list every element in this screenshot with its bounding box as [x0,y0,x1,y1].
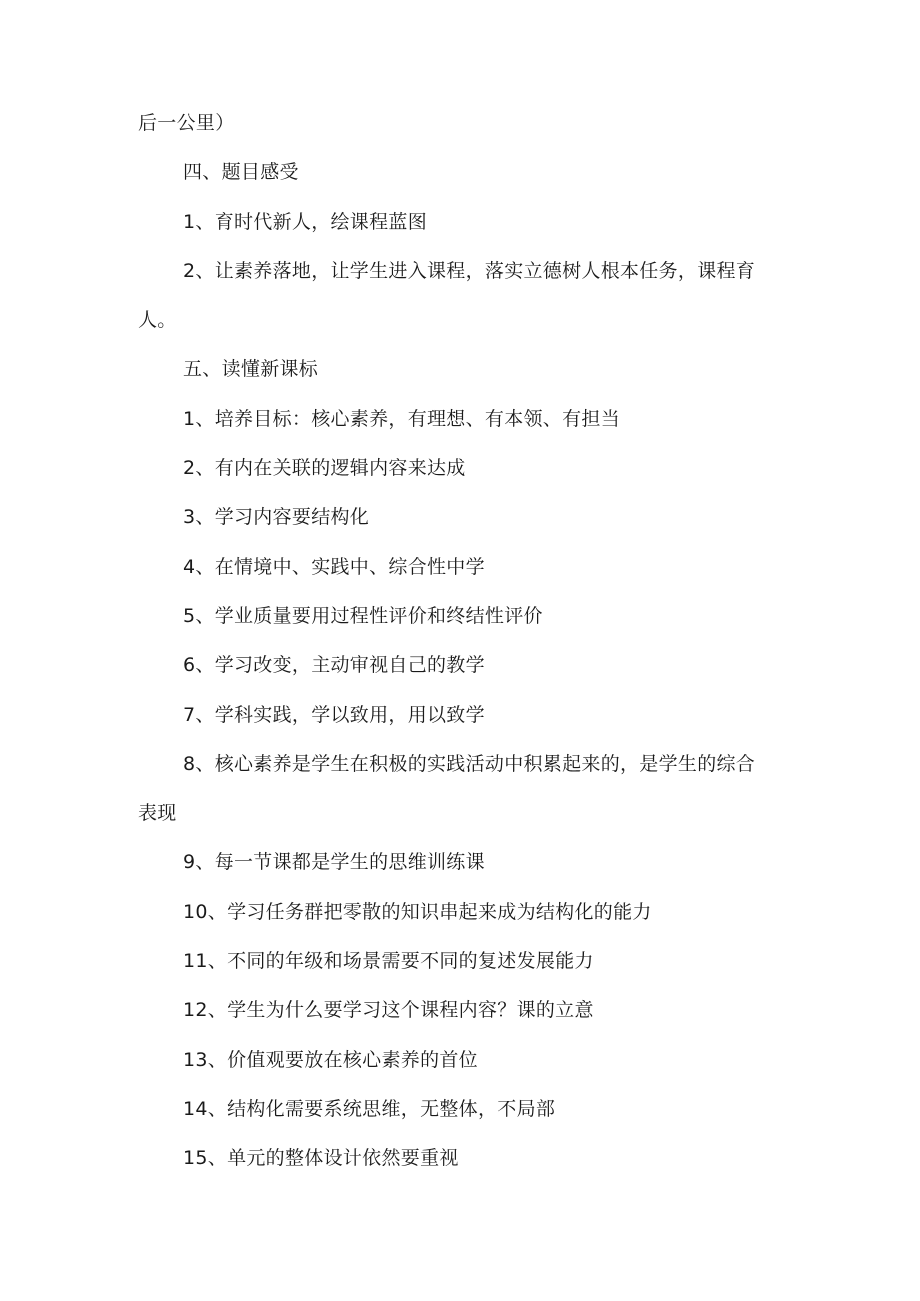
list-item: 5、学业质量要用过程性评价和终结性评价 [183,604,543,627]
list-item: 7、学科实践，学以致用，用以致学 [183,703,485,726]
list-item: 11、不同的年级和场景需要不同的复述发展能力 [183,950,594,973]
list-item-continuation: 人。 [138,309,177,332]
list-item: 14、结构化需要系统思维，无整体，不局部 [183,1097,556,1120]
list-item: 9、每一节课都是学生的思维训练课 [183,851,485,874]
list-item: 4、在情境中、实践中、综合性中学 [183,555,485,578]
section-heading-5: 五、读懂新课标 [183,358,319,381]
list-item: 2、有内在关联的逻辑内容来达成 [183,457,466,480]
section-heading-4: 四、题目感受 [183,161,299,184]
list-item: 8、核心素养是学生在积极的实践活动中积累起来的，是学生的综合 [183,752,756,775]
list-item: 2、让素养落地，让学生进入课程，落实立德树人根本任务，课程育 [183,259,756,282]
continued-paragraph-line: 后一公里） [138,112,235,134]
list-item: 1、培养目标：核心素养，有理想、有本领、有担当 [183,407,620,430]
list-item: 6、学习改变，主动审视自己的教学 [183,654,485,677]
list-item: 12、学生为什么要学习这个课程内容？课的立意 [183,999,594,1022]
list-item: 3、学习内容要结构化 [183,506,370,529]
list-item: 15、单元的整体设计依然要重视 [183,1147,459,1170]
list-item: 1、育时代新人，绘课程蓝图 [183,210,427,233]
list-item: 13、价值观要放在核心素养的首位 [183,1048,478,1071]
list-item-continuation: 表现 [138,802,177,825]
list-item: 10、学习任务群把零散的知识串起来成为结构化的能力 [183,900,652,923]
document-body [138,99,788,1184]
